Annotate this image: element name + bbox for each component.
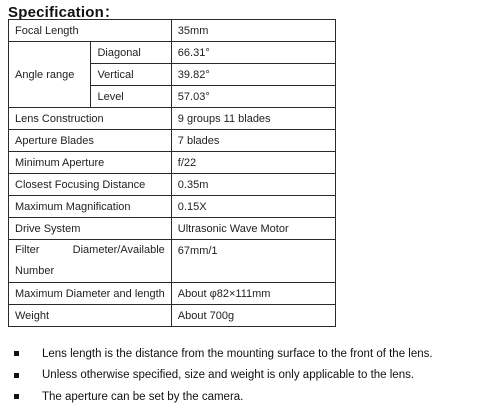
note-text: Unless otherwise specified, size and weight is only applicable to the lens. bbox=[42, 369, 415, 382]
spec-value: 0.15X bbox=[171, 196, 335, 218]
spec-value: About φ82×111mm bbox=[171, 283, 335, 305]
spec-value: Ultrasonic Wave Motor bbox=[171, 218, 335, 240]
spec-label: Weight bbox=[9, 305, 172, 327]
square-bullet-icon bbox=[14, 373, 19, 378]
spec-value: 9 groups 11 blades bbox=[171, 108, 335, 130]
filter-value: 67mm/1 bbox=[177, 245, 218, 257]
spec-label: Maximum Magnification bbox=[9, 196, 172, 218]
notes-list bbox=[14, 343, 433, 408]
spec-label: Aperture Blades bbox=[9, 130, 172, 152]
spec-label bbox=[9, 240, 172, 283]
table-row bbox=[9, 130, 336, 152]
square-bullet-icon bbox=[14, 394, 19, 399]
spec-label: Drive System bbox=[9, 218, 172, 240]
spec-label: Focal Length bbox=[9, 20, 172, 42]
table-row bbox=[9, 240, 336, 283]
table-row bbox=[9, 152, 336, 174]
spec-sublabel: Diagonal bbox=[91, 42, 171, 64]
table-row bbox=[9, 218, 336, 240]
note-text: The aperture can be set by the camera. bbox=[42, 390, 244, 403]
table-row bbox=[9, 108, 336, 130]
spec-label: Minimum Aperture bbox=[9, 152, 172, 174]
filter-label-part: Diameter/Available bbox=[72, 244, 165, 256]
list-item bbox=[14, 386, 433, 408]
spec-value: About 700g bbox=[171, 305, 335, 327]
spec-value bbox=[171, 240, 335, 283]
spec-value: 57.03° bbox=[171, 86, 335, 108]
spec-value: 66.31° bbox=[171, 42, 335, 64]
table-row bbox=[9, 20, 336, 42]
filter-label-part: Number bbox=[15, 265, 55, 277]
list-item bbox=[14, 343, 433, 365]
spec-value: f/22 bbox=[171, 152, 335, 174]
table-row bbox=[9, 174, 336, 196]
specification-title: Specification： bbox=[8, 4, 120, 21]
filter-label-part: Filter bbox=[15, 244, 40, 256]
note-text: Lens length is the distance from the mounting surface to the front of the lens. bbox=[42, 347, 433, 360]
table-row bbox=[9, 196, 336, 218]
specification-table bbox=[8, 19, 336, 327]
spec-value: 39.82° bbox=[171, 64, 335, 86]
spec-value: 7 blades bbox=[171, 130, 335, 152]
spec-label: Angle range bbox=[9, 42, 91, 108]
list-item bbox=[14, 365, 433, 387]
spec-label: Closest Focusing Distance bbox=[9, 174, 172, 196]
spec-value: 0.35m bbox=[171, 174, 335, 196]
spec-value: 35mm bbox=[171, 20, 335, 42]
spec-label: Lens Construction bbox=[9, 108, 172, 130]
table-row bbox=[9, 283, 336, 305]
spec-sublabel: Level bbox=[91, 86, 171, 108]
square-bullet-icon bbox=[14, 351, 19, 356]
spec-sublabel: Vertical bbox=[91, 64, 171, 86]
table-row bbox=[9, 42, 336, 64]
spec-label: Maximum Diameter and length bbox=[9, 283, 172, 305]
table-row bbox=[9, 305, 336, 327]
